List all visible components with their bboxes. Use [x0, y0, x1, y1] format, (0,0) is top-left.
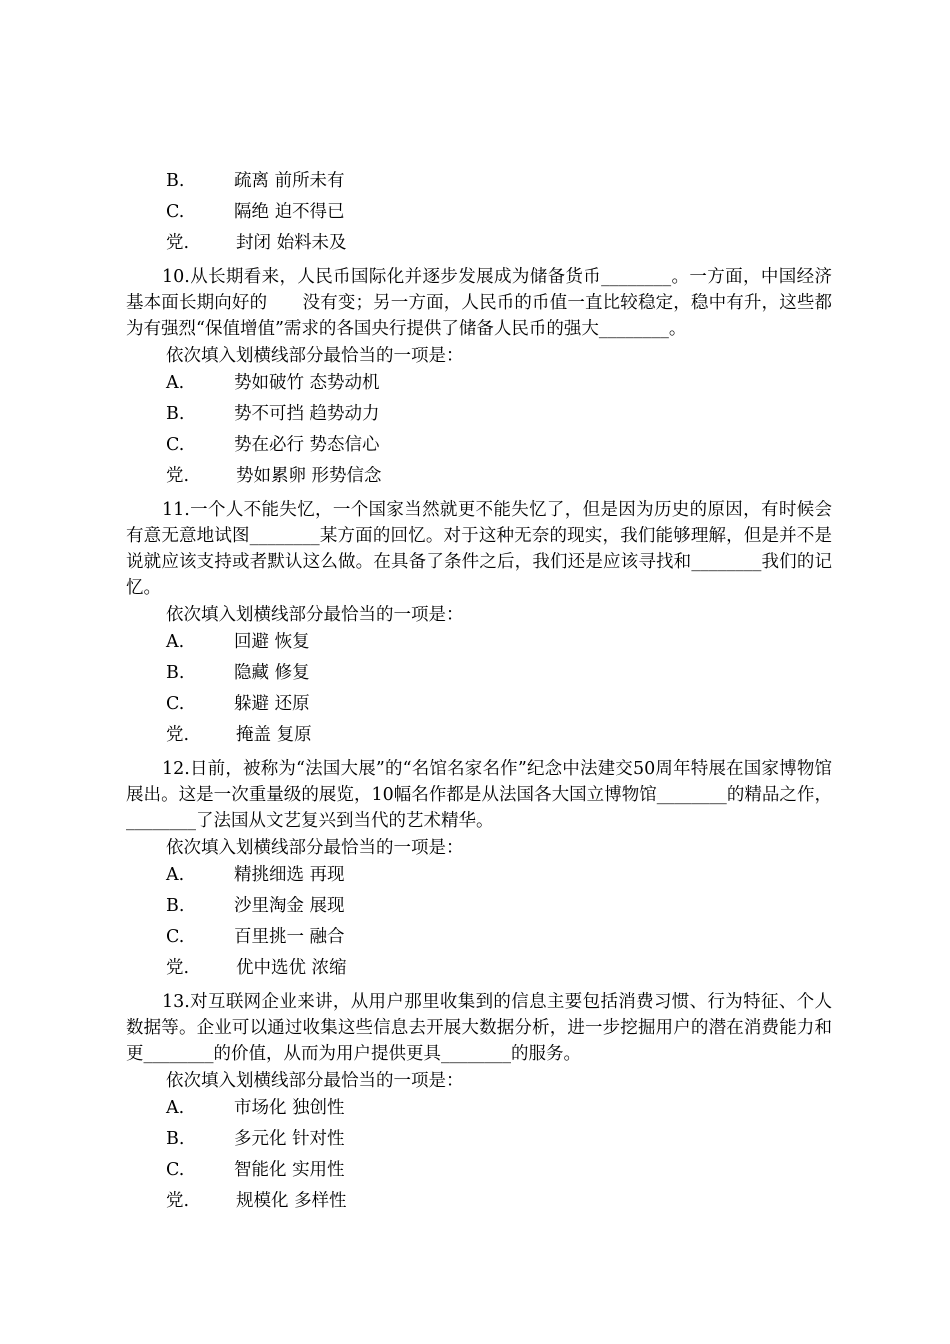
question-prompt: 依次填入划横线部分最恰当的一项是：: [166, 838, 464, 858]
option-key: B.: [166, 1129, 185, 1149]
option-d: [126, 958, 832, 989]
option-c: [126, 1160, 832, 1191]
question-stem: 10.从长期看来，人民币国际化并逐步发展成为储备货币________。一方面，中国经济基本面长期向好的 没有变；另一方面，人民币的币值一直比较稳定，稳中有升，这些都为有强烈“保值增值”需求的各国央行提供了储备人民币的强大________。: [126, 267, 832, 339]
question-10: [126, 264, 832, 497]
option-key: B.: [166, 171, 185, 191]
option-text: 精挑细选 再现: [234, 865, 345, 885]
option-text: 隔绝 迫不得已: [234, 202, 345, 222]
option-text: 躲避 还原: [234, 694, 310, 714]
option-c: [126, 927, 832, 958]
document-content: [126, 171, 832, 1222]
option-b: [126, 1129, 832, 1160]
option-key: C.: [166, 1160, 185, 1180]
question-11: [126, 497, 832, 756]
option-b: [126, 404, 832, 435]
question-prompt: 依次填入划横线部分最恰当的一项是：: [166, 346, 464, 366]
option-c: [126, 435, 832, 466]
option-key: 党.: [166, 958, 190, 978]
question-prompt: 依次填入划横线部分最恰当的一项是：: [166, 1071, 464, 1091]
option-text: 隐藏 修复: [234, 663, 310, 683]
question-stem: 12.日前，被称为“法国大展”的“名馆名家名作”纪念中法建交50周年特展在国家博物馆展出。这是一次重量级的展览，10幅名作都是从法国各大国立博物馆________的精品之作，________了法国从文艺复兴到当代的艺术精华。: [126, 759, 832, 831]
option-text: 疏离 前所未有: [234, 171, 345, 191]
option-text: 多元化 针对性: [234, 1129, 345, 1149]
option-text: 封闭 始料未及: [236, 233, 347, 253]
option-text: 百里挑一 融合: [234, 927, 345, 947]
option-d: [126, 233, 832, 264]
option-text: 势在必行 势态信心: [234, 435, 380, 455]
option-key: A.: [166, 632, 185, 652]
option-text: 回避 恢复: [234, 632, 310, 652]
option-a: [126, 632, 832, 663]
option-key: C.: [166, 435, 185, 455]
option-b: [126, 663, 832, 694]
question-stem: 11.一个人不能失忆，一个国家当然就更不能失忆了，但是因为历史的原因，有时候会有意无意地试图________某方面的回忆。对于这种无奈的现实，我们能够理解，但是并不是说就应该支持或者默认这么做。在具备了条件之后，我们还是应该寻找和________我们的记忆。: [126, 500, 832, 598]
option-key: C.: [166, 927, 185, 947]
option-key: C.: [166, 202, 185, 222]
option-c: [126, 202, 832, 233]
option-key: 党.: [166, 466, 190, 486]
question-13: [126, 989, 832, 1222]
prev-question-options: [126, 171, 832, 264]
option-a: [126, 373, 832, 404]
option-key: B.: [166, 404, 185, 424]
question-stem: 13.对互联网企业来讲，从用户那里收集到的信息主要包括消费习惯、行为特征、个人数据等。企业可以通过收集这些信息去开展大数据分析，进一步挖掘用户的潜在消费能力和更________的价值，从而为用户提供更具________的服务。: [126, 992, 832, 1064]
option-key: B.: [166, 896, 185, 916]
question-12: [126, 756, 832, 989]
option-text: 市场化 独创性: [234, 1098, 345, 1118]
option-a: [126, 865, 832, 896]
option-b: [126, 171, 832, 202]
option-key: A.: [166, 865, 185, 885]
option-text: 规模化 多样性: [236, 1191, 347, 1211]
option-text: 势如累卵 形势信念: [236, 466, 382, 486]
option-d: [126, 725, 832, 756]
question-prompt: 依次填入划横线部分最恰当的一项是：: [166, 605, 464, 625]
option-c: [126, 694, 832, 725]
option-text: 沙里淘金 展现: [234, 896, 345, 916]
option-b: [126, 896, 832, 927]
option-key: A.: [166, 1098, 185, 1118]
option-text: 优中选优 浓缩: [236, 958, 347, 978]
option-key: 党.: [166, 725, 190, 745]
option-text: 智能化 实用性: [234, 1160, 345, 1180]
option-text: 势如破竹 态势动机: [234, 373, 380, 393]
option-a: [126, 1098, 832, 1129]
option-d: [126, 466, 832, 497]
option-key: A.: [166, 373, 185, 393]
option-d: [126, 1191, 832, 1222]
option-key: 党.: [166, 1191, 190, 1211]
option-key: C.: [166, 694, 185, 714]
option-text: 势不可挡 趋势动力: [234, 404, 380, 424]
option-text: 掩盖 复原: [236, 725, 312, 745]
option-key: 党.: [166, 233, 190, 253]
option-key: B.: [166, 663, 185, 683]
